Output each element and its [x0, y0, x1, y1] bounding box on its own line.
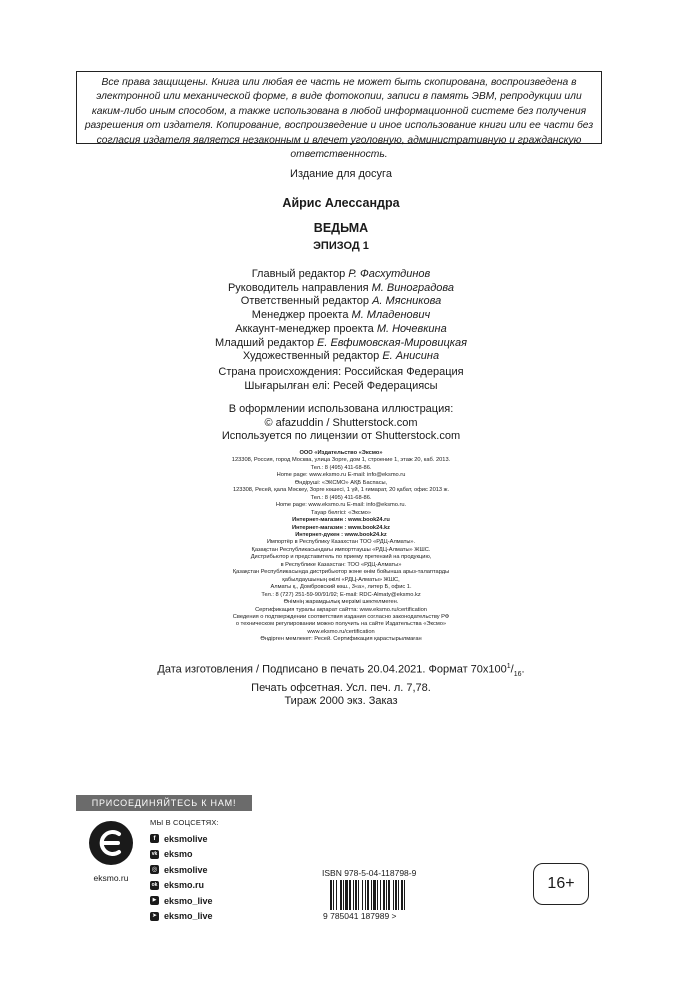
barcode-bar — [365, 880, 366, 910]
barcode — [322, 880, 437, 920]
barcode-bar — [353, 880, 354, 910]
join-us-banner: ПРИСОЕДИНЯЙТЕСЬ К НАМ! — [76, 795, 252, 811]
social-links — [150, 818, 219, 924]
logo-site: eksmo.ru — [93, 873, 129, 883]
barcode-bar — [398, 880, 399, 910]
print-date-format: Дата изготовления / Подписано в печать 20.04.2021. Формат $70x100^1/_{16}$. — [157, 663, 525, 678]
publisher-line: 123308, Россия, город Москва, улица Зорге, дом 1, строение 1, этаж 20, каб. 2013. — [231, 457, 451, 464]
publisher-line: в Республике Казахстан: ТОО «РДЦ-Алматы» — [280, 561, 402, 568]
facebook-icon: f — [150, 834, 159, 843]
illustration-line: В оформлении использована иллюстрация: — [228, 403, 454, 415]
barcode-bar — [349, 880, 351, 910]
print-type: Печать офсетная. Усл. печ. л. 7,78. — [251, 681, 431, 694]
publisher-line: Дистрибьютор и представитель по приему претензий на продукцию, — [250, 554, 432, 561]
copyright-text: Все права защищены. Книга или любая ее часть не может быть скопирована, воспроизведена в электронной или механической форме, в виде фотокопии, записи в память ЭВМ, репродукции или каким-либо иным способом, а также использована в любой информационной системе без получения разрешения от издателя. Копирование, воспроизведение и иное использование книги или ее части без согласия издателя является незаконным и влечет уголовную, административную и гражданскую ответственность. — [84, 77, 594, 161]
publisher-line: Интернет-дүкен : www.book24.kz — [295, 531, 387, 538]
barcode-digits: 9 785041 187989 > — [323, 911, 397, 920]
publisher-line: Қазақстан Республикасында дистрибьютор және өнім бойынша арыз-талаптарды — [232, 569, 450, 576]
barcode-bar — [343, 880, 344, 910]
publisher-line: қабылдаушының өкілі «РДЦ-Алматы» ЖШС, — [282, 576, 400, 583]
barcode-bar — [380, 880, 381, 910]
print-run: Тираж 2000 экз. Заказ — [284, 695, 398, 708]
vk-icon: vk — [151, 850, 158, 857]
episode-label: ЭПИЗОД 1 — [313, 240, 369, 252]
editorial-credits — [0, 268, 682, 364]
origin-line: Шығарылған елі: Ресей Федерациясы — [244, 379, 438, 392]
social-item-telegram[interactable]: ➤ eksmo_live — [151, 911, 213, 922]
youtube-icon: ▶ — [150, 896, 159, 905]
barcode-bar — [333, 880, 334, 910]
barcode-bar — [367, 880, 369, 910]
publisher-line: Тел.: 8 (727) 251-59-90/91/92; E-mail: RDC-Almaty@eksmo.kz — [261, 591, 421, 598]
publisher-line: Импортёр в Республику Казахстан ТОО «РДЦ-Алматы». — [266, 539, 416, 546]
credit-line: Главный редактор Р. Фасхутдинов — [251, 268, 431, 280]
print-info — [0, 660, 682, 709]
country-of-origin — [0, 366, 682, 393]
instagram-icon: ◎ — [151, 866, 158, 874]
credit-line: Руководитель направления М. Виноградова — [227, 281, 455, 294]
barcode-bar — [377, 880, 378, 910]
credit-line: Младший редактор Е. Евфимовская-Мировицкая — [215, 336, 467, 349]
publisher-line: Home page: www.eksmo.ru E-mail: info@eksmo.ru. — [275, 502, 407, 509]
barcode-bar — [358, 880, 359, 910]
social-item-instagram[interactable]: ◎ eksmolive — [151, 864, 208, 875]
book-title: ВЕДЬМА — [313, 221, 369, 235]
barcode-bar — [404, 880, 405, 910]
isbn: ISBN 978-5-04-118798-9 — [322, 868, 417, 878]
publisher-line: www.eksmo.ru/certification — [307, 628, 375, 635]
credit-line: Аккаунт-менеджер проекта М. Ночевкина — [235, 322, 447, 335]
publisher-line: Интернет-магазин : www.book24.kz — [292, 524, 390, 531]
social-item-vk[interactable]: vk eksmo — [151, 849, 193, 860]
barcode-bar — [373, 880, 376, 910]
copyright-notice — [76, 71, 602, 161]
telegram-icon: ➤ — [151, 912, 158, 919]
barcode-bar — [336, 880, 337, 910]
publisher-line: Интернет-магазин : www.book24.ru — [292, 517, 390, 524]
barcode-bar — [371, 880, 372, 910]
social-title: МЫ В СОЦСЕТЯХ: — [150, 818, 219, 827]
barcode-bar — [355, 880, 357, 910]
barcode-bar — [340, 880, 342, 910]
barcode-bar — [383, 880, 385, 910]
barcode-bar — [330, 880, 332, 910]
illustration-line: Используется по лицензии от Shutterstock.com — [221, 430, 461, 443]
publisher-line: 123308, Ресей, қала Мәскеу, Зорге көшесі, 1 үй, 1 ғимарат, 20 қабат, офис 2013 ж. — [232, 487, 450, 494]
barcode-bar — [401, 880, 403, 910]
barcode-bar — [345, 880, 348, 910]
publisher-line: о техническом регулировании можно получить на сайте Издательства «Эксмо» — [235, 621, 447, 628]
barcode-bar — [386, 880, 387, 910]
illustration-credit — [0, 403, 682, 444]
publisher-line: ООО «Издательство «Эксмо» — [299, 450, 383, 456]
barcode-bar — [395, 880, 397, 910]
eksmo-logo-icon — [88, 820, 134, 866]
social-item-ok[interactable]: ok eksmo.ru — [151, 880, 205, 891]
publisher-line: Сведения о подтверждении соответствия издания согласно законодательству РФ — [232, 613, 450, 620]
publisher-line: Тел.: 8 (495) 411-68-86. — [310, 464, 372, 471]
credit-line: Ответственный редактор А. Мясникова — [240, 295, 442, 308]
publisher-line: Қазақстан Республикасындағы импорттаушы «РДЦ-Алматы» ЖШС. — [251, 546, 431, 553]
social-item-facebook[interactable]: f eksmolive — [150, 831, 219, 847]
publisher-line: Алматы қ., Домбровский көш., 3«а», литер Б, офис 1. — [270, 584, 412, 591]
credit-line: Менеджер проекта М. Младенович — [251, 309, 431, 322]
publisher-line: Тел.: 8 (495) 411-68-86. — [310, 494, 372, 501]
publisher-line: Өндірген мемлекет: Ресей. Сертификация қарастырылмаған — [260, 636, 422, 643]
publisher-line: Home page: www.eksmo.ru E-mail: info@eksmo.ru — [276, 472, 406, 479]
publisher-line: Тауар белгісі: «Эксмо» — [311, 509, 371, 516]
publisher-line: Өндіруші: «ЭКСМО» АҚБ Баспасы, — [294, 479, 388, 486]
social-item-youtube[interactable]: ▶ eksmo_live — [150, 893, 219, 909]
barcode-bar — [362, 880, 363, 910]
publisher-line: Сертификация туралы ақпарат сайтта: www.eksmo.ru/certification — [255, 606, 427, 613]
eksmo-logo — [80, 820, 142, 883]
age-rating-badge: 16+ — [533, 863, 589, 905]
edition-type: Издание для досуга — [290, 168, 392, 180]
ok-icon: ok — [151, 881, 158, 888]
publisher-info — [0, 450, 682, 644]
origin-line: Страна происхождения: Российская Федерация — [218, 366, 464, 378]
publisher-line: Өнімнің жарамдылық мерзімі шектелмеген. — [283, 599, 399, 606]
barcode-bar — [388, 880, 390, 910]
illustration-line: © afazuddin / Shutterstock.com — [264, 416, 418, 429]
barcode-bar — [393, 880, 394, 910]
author-name: Айрис Алессандра — [282, 196, 400, 210]
credit-line: Художественный редактор Е. Анисина — [242, 350, 440, 363]
